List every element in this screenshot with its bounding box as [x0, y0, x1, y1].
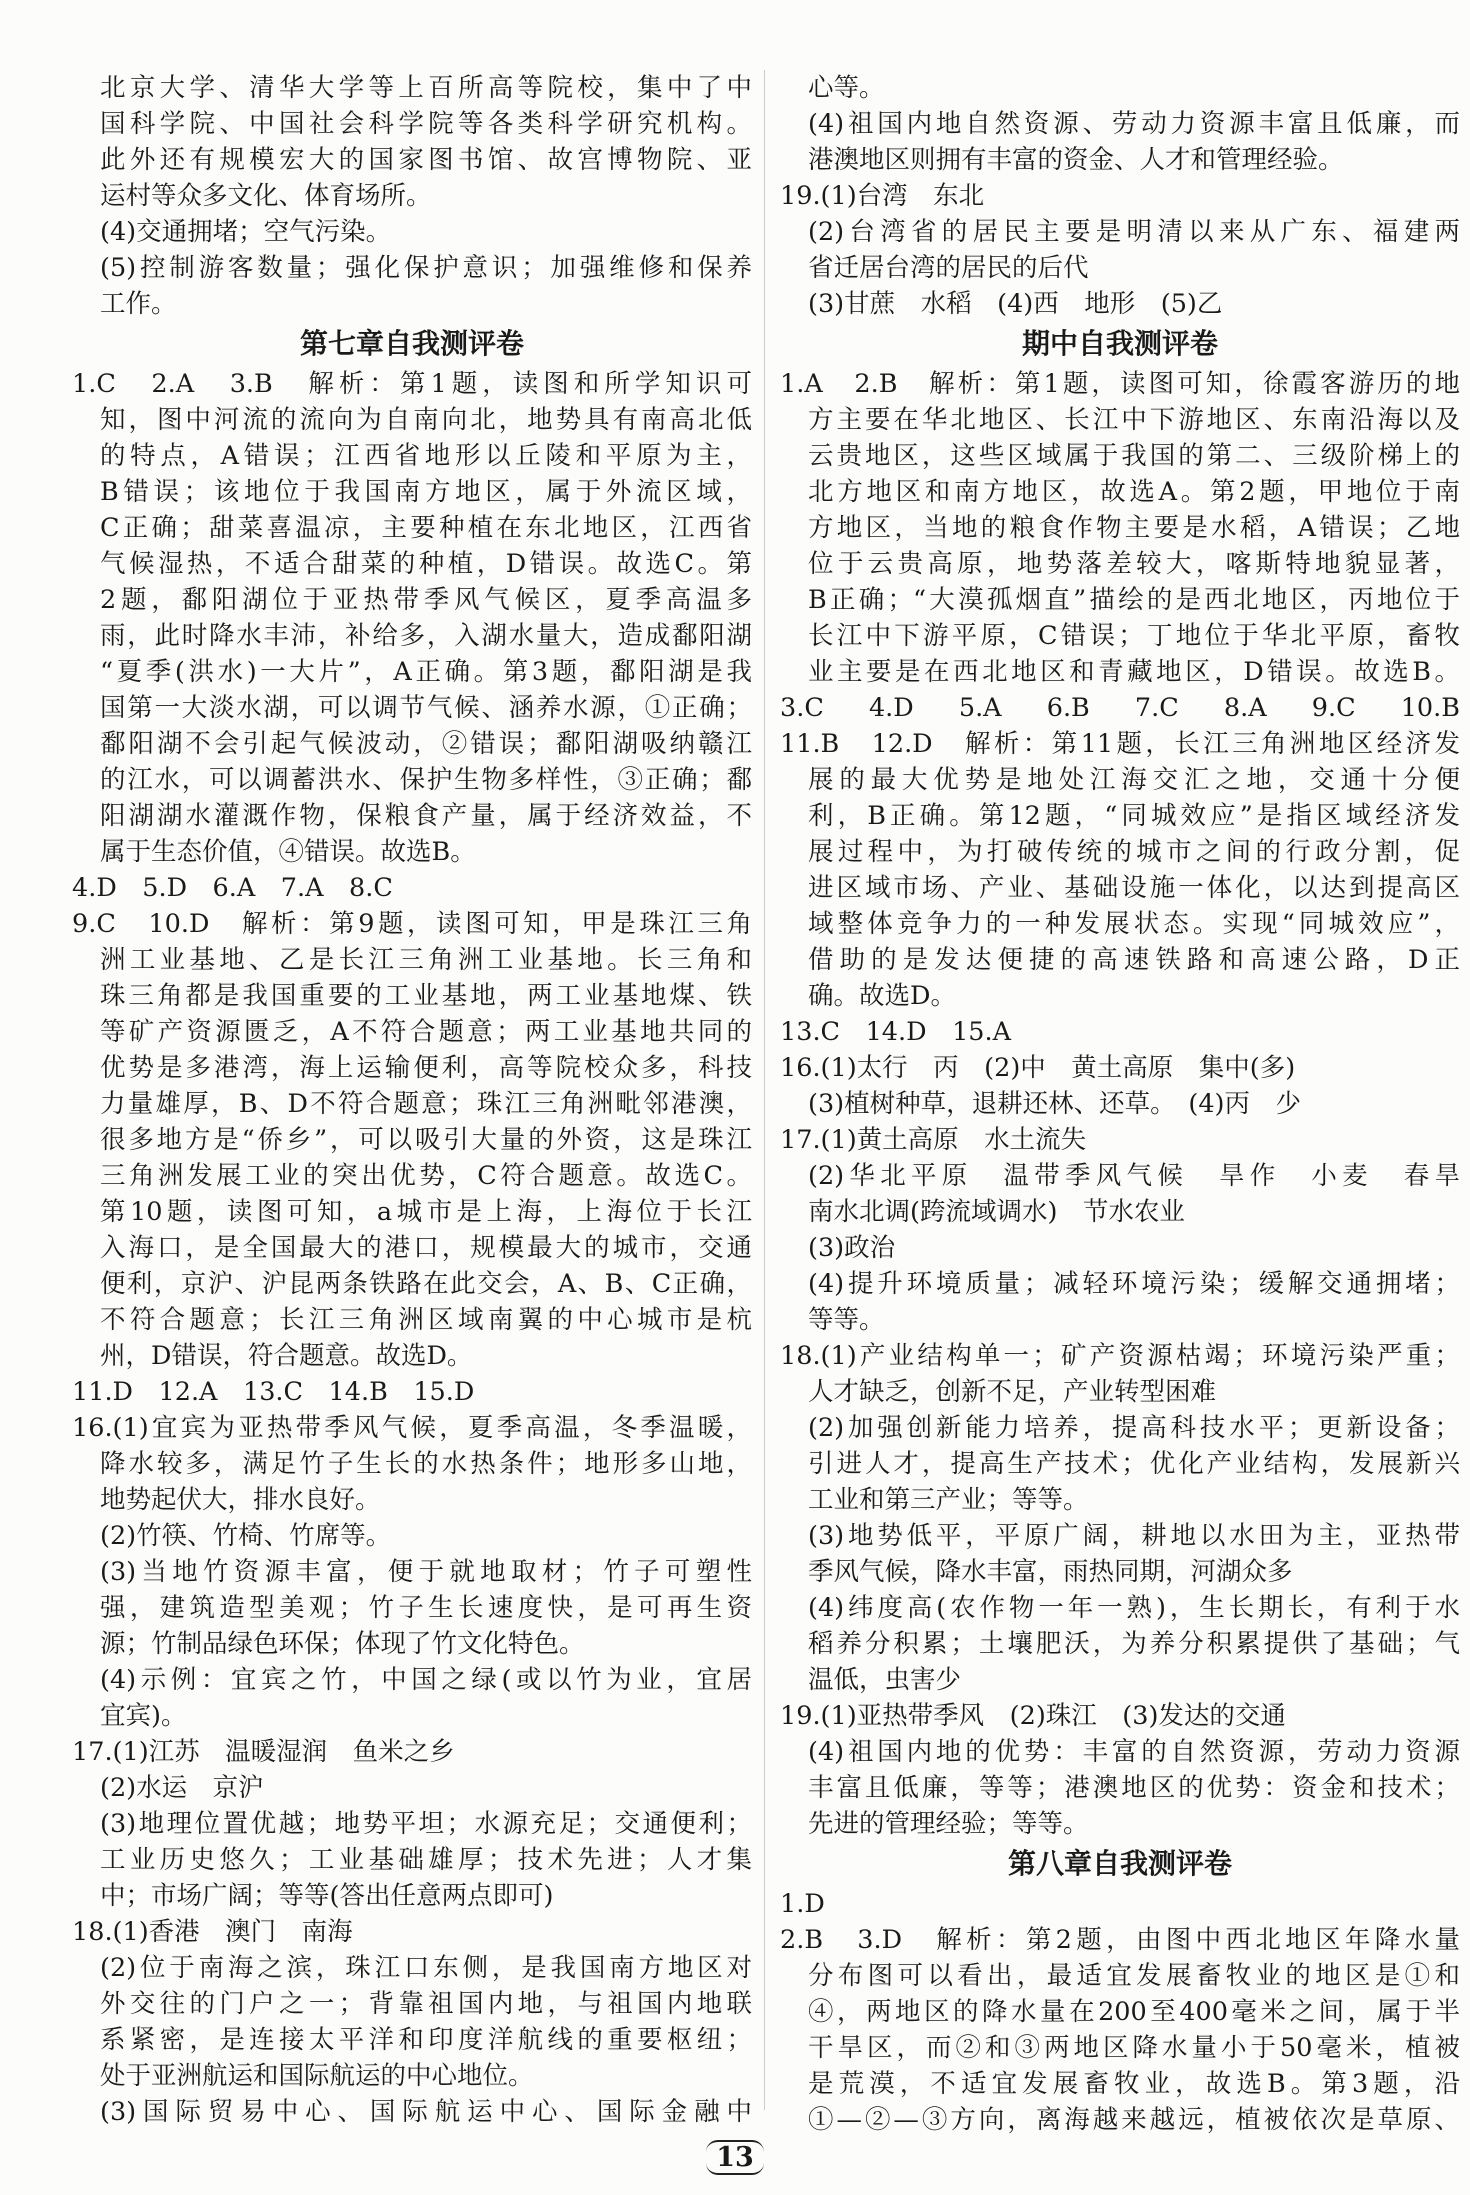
text-line: C正确；甜菜喜温凉，主要种植在东北地区，江西省 — [100, 513, 752, 543]
text-line: 展的最大优势是地处江海交汇之地，交通十分便 — [808, 765, 1460, 795]
text-line: 工作。 — [100, 289, 177, 319]
text-line: (3)当地竹资源丰富，便于就地取材；竹子可塑性 — [100, 1557, 752, 1587]
text-line: 19.(1)亚热带季风 (2)珠江 (3)发达的交通 — [780, 1701, 1286, 1731]
text-line: 位于云贵高原，地势落差较大，喀斯特地貌显著， — [808, 549, 1460, 579]
text-line: 省迁居台湾的居民的后代 — [808, 253, 1089, 283]
text-line: 11.B 12.D 解析：第11题，长江三角洲地区经济发 — [780, 729, 1460, 759]
text-line: (3)政治 — [808, 1233, 896, 1263]
text-line: 国科学院、中国社会科学院等各类科学研究机构。 — [100, 109, 752, 139]
text-line: 北京大学、清华大学等上百所高等院校，集中了中 — [100, 73, 752, 103]
text-line: 先进的管理经验；等等。 — [808, 1809, 1089, 1839]
text-line: 的江水，可以调蓄洪水、保护生物多样性，③正确；鄱 — [100, 765, 752, 795]
text-line: 珠三角都是我国重要的工业基地，两工业基地煤、铁 — [100, 981, 752, 1011]
text-line: “夏季(洪水)一大片”，A正确。第3题，鄱阳湖是我 — [100, 657, 752, 687]
text-line: 降水较多，满足竹子生长的水热条件；地形多山地， — [100, 1449, 752, 1479]
text-line: 地势起伏大，排水良好。 — [100, 1485, 381, 1515]
text-line: (2)水运 京沪 — [100, 1773, 264, 1803]
text-line: (2)竹筷、竹椅、竹席等。 — [100, 1521, 392, 1551]
text-line: 等矿产资源匮乏，A不符合题意；两工业基地共同的 — [100, 1017, 752, 1047]
text-line: B错误；该地位于我国南方地区，属于外流区域， — [100, 477, 752, 507]
left-column — [72, 70, 752, 2130]
text-line: 气候湿热，不适合甜菜的种植，D错误。故选C。第 — [100, 549, 752, 579]
text-line: 优势是多港湾，海上运输便利，高等院校众多，科技 — [100, 1053, 752, 1083]
text-line: 9.C 10.D 解析：第9题，读图可知，甲是珠江三角 — [72, 909, 752, 939]
text-line: 方主要在华北地区、长江中下游地区、东南沿海以及 — [808, 405, 1460, 435]
text-line: (4)祖国内地自然资源、劳动力资源丰富且低廉，而 — [808, 109, 1460, 139]
text-line: 中；市场广阔；等等(答出任意两点即可) — [100, 1881, 554, 1911]
text-line: 属于生态价值，④错误。故选B。 — [100, 837, 476, 867]
text-line: 温低，虫害少 — [808, 1665, 962, 1695]
text-line: 三角洲发展工业的突出优势，C符合题意。故选C。 — [100, 1161, 752, 1191]
right-column — [780, 70, 1460, 2138]
text-line: 北方地区和南方地区，故选A。第2题，甲地位于南 — [808, 477, 1460, 507]
text-line: 外交往的门户之一；背靠祖国内地，与祖国内地联 — [100, 1989, 752, 2019]
text-line: 2.B 3.D 解析：第2题，由图中西北地区年降水量 — [780, 1925, 1460, 1955]
text-line: (4)祖国内地的优势：丰富的自然资源，劳动力资源 — [808, 1737, 1460, 1767]
text-line: 丰富且低廉，等等；港澳地区的优势：资金和技术； — [808, 1773, 1460, 1803]
text-line: 知，图中河流的流向为自南向北，地势具有南高北低 — [100, 405, 752, 435]
text-line: 19.(1)台湾 东北 — [780, 181, 985, 211]
text-line: 此外还有规模宏大的国家图书馆、故宫博物院、亚 — [100, 145, 752, 175]
text-line: (2)台湾省的居民主要是明清以来从广东、福建两 — [808, 217, 1460, 247]
text-line: 4.D 5.D 6.A 7.A 8.C — [72, 873, 393, 903]
text-line: 进区域市场、产业、基础设施一体化，以达到提高区 — [808, 873, 1460, 903]
text-line: 展过程中，为打破传统的城市之间的行政分割，促 — [808, 837, 1460, 867]
text-line: 分布图可以看出，最适宜发展畜牧业的地区是①和 — [808, 1961, 1460, 1991]
page-number-text: 13 — [706, 2140, 764, 2175]
text-line: 13.C 14.D 15.A — [780, 1017, 1012, 1047]
text-line: 工业历史悠久；工业基础雄厚；技术先进；人才集 — [100, 1845, 752, 1875]
text-line: (2)华北平原 温带季风气候 旱作 小麦 春旱 — [808, 1161, 1460, 1191]
text-line: 1.D — [780, 1889, 825, 1919]
text-line: B正确；“大漠孤烟直”描绘的是西北地区，丙地位于 — [808, 585, 1460, 615]
text-line: 便利，京沪、沪昆两条铁路在此交会，A、B、C正确， — [100, 1269, 752, 1299]
text-line: 运村等众多文化、体育场所。 — [100, 181, 432, 211]
text-line: 源；竹制品绿色环保；体现了竹文化特色。 — [100, 1629, 585, 1659]
text-line: 洲工业基地、乙是长江三角洲工业基地。长三角和 — [100, 945, 752, 975]
text-line: 系紧密，是连接太平洋和印度洋航线的重要枢纽； — [100, 2025, 752, 2055]
text-line: 力量雄厚，B、D不符合题意；珠江三角洲毗邻港澳， — [100, 1089, 752, 1119]
text-line: 利，B正确。第12题，“同城效应”是指区域经济发 — [808, 801, 1460, 831]
column-divider — [764, 70, 765, 2110]
text-line: 的特点，A错误；江西省地形以丘陵和平原为主， — [100, 441, 752, 471]
text-line: 处于亚洲航运和国际航运的中心地位。 — [100, 2061, 534, 2091]
text-line: (4)交通拥堵；空气污染。 — [100, 217, 392, 247]
text-line: 国第一大淡水湖，可以调节气候、涵养水源，①正确； — [100, 693, 752, 723]
text-line: 是荒漠，不适宜发展畜牧业，故选B。第3题，沿 — [808, 2069, 1460, 2099]
text-line: 16.(1)太行 丙 (2)中 黄土高原 集中(多) — [780, 1053, 1296, 1083]
text-line: 18.(1)香港 澳门 南海 — [72, 1917, 353, 1947]
text-line: (2)加强创新能力培养，提高科技水平；更新设备； — [808, 1413, 1460, 1443]
text-line: 心等。 — [808, 73, 885, 103]
text-line: 强，建筑造型美观；竹子生长速度快，是可再生资 — [100, 1593, 752, 1623]
text-line: 借助的是发达便捷的高速铁路和高速公路，D正 — [808, 945, 1460, 975]
text-line: (4)纬度高(农作物一年一熟)，生长期长，有利于水 — [808, 1593, 1460, 1623]
text-line: 1.A 2.B 解析：第1题，读图可知，徐霞客游历的地 — [780, 369, 1460, 399]
text-line: ①—②—③方向，离海越来越远，植被依次是草原、 — [808, 2105, 1460, 2135]
section-heading: 期中自我测评卷 — [1021, 327, 1218, 360]
text-line: 稻养分积累；土壤肥沃，为养分积累提供了基础；气 — [808, 1629, 1460, 1659]
text-line: 阳湖湖水灌溉作物，保粮食产量，属于经济效益，不 — [100, 801, 752, 831]
text-line: 业主要是在西北地区和青藏地区，D错误。故选B。 — [808, 657, 1460, 687]
text-line: (3)地势低平，平原广阔，耕地以水田为主，亚热带 — [808, 1521, 1460, 1551]
text-line: 16.(1)宜宾为亚热带季风气候，夏季高温，冬季温暖， — [72, 1413, 752, 1443]
text-line: 确。故选D。 — [808, 981, 956, 1011]
text-line: 宜宾)。 — [100, 1701, 187, 1731]
text-line: 17.(1)江苏 温暖湿润 鱼米之乡 — [72, 1737, 455, 1767]
text-line: 工业和第三产业；等等。 — [808, 1485, 1089, 1515]
text-line: 18.(1)产业结构单一；矿产资源枯竭；环境污染严重； — [780, 1341, 1460, 1371]
text-line: 鄱阳湖不会引起气候波动，②错误；鄱阳湖吸纳赣江 — [100, 729, 752, 759]
text-line: 雨，此时降水丰沛，补给多，入湖水量大，造成鄱阳湖 — [100, 621, 752, 651]
text-line: 引进人才，提高生产技术；优化产业结构，发展新兴 — [808, 1449, 1460, 1479]
text-line: 云贵地区，这些区域属于我国的第二、三级阶梯上的 — [808, 441, 1460, 471]
text-line: 港澳地区则拥有丰富的资金、人才和管理经验。 — [808, 145, 1344, 175]
text-line: (4)提升环境质量；减轻环境污染；缓解交通拥堵； — [808, 1269, 1460, 1299]
page-number — [0, 2140, 1470, 2175]
text-line: 入海口，是全国最大的港口，规模最大的城市，交通 — [100, 1233, 752, 1263]
section-heading: 第七章自我测评卷 — [299, 327, 524, 360]
text-line: (3)国际贸易中心、国际航运中心、国际金融中 — [100, 2097, 752, 2127]
text-line: 第10题，读图可知，a城市是上海，上海位于长江 — [100, 1197, 752, 1227]
section-heading: 第八章自我测评卷 — [1007, 1847, 1232, 1880]
text-line: 南水北调(跨流域调水) 节水农业 — [808, 1197, 1185, 1227]
text-line: 人才缺乏，创新不足，产业转型困难 — [808, 1377, 1217, 1407]
text-line: (3)地理位置优越；地势平坦；水源充足；交通便利； — [100, 1809, 752, 1839]
text-line: (2)位于南海之滨，珠江口东侧，是我国南方地区对 — [100, 1953, 752, 1983]
text-line: (4)示例：宜宾之竹，中国之绿(或以竹为业，宜居 — [100, 1665, 752, 1695]
text-line: 2题，鄱阳湖位于亚热带季风气候区，夏季高温多 — [100, 585, 752, 615]
text-line: (5)控制游客数量；强化保护意识；加强维修和保养 — [100, 253, 752, 283]
text-line: (3)植树种草，退耕还林、还草。 (4)丙 少 — [808, 1089, 1301, 1119]
text-line: 17.(1)黄土高原 水土流失 — [780, 1125, 1087, 1155]
text-line: 季风气候，降水丰富，雨热同期，河湖众多 — [808, 1557, 1293, 1587]
text-line: (3)甘蔗 水稻 (4)西 地形 (5)乙 — [808, 289, 1223, 319]
text-line: 不符合题意；长江三角洲区域南翼的中心城市是杭 — [100, 1305, 752, 1335]
text-line: 干旱区，而②和③两地区降水量小于50毫米，植被 — [808, 2033, 1460, 2063]
text-line: 很多地方是“侨乡”，可以吸引大量的外资，这是珠江 — [100, 1125, 752, 1155]
text-line: 等等。 — [808, 1305, 885, 1335]
text-line: 1.C 2.A 3.B 解析：第1题，读图和所学知识可 — [72, 369, 752, 399]
text-line: 域整体竞争力的一种发展状态。实现“同城效应”， — [808, 909, 1460, 939]
text-line: 方地区，当地的粮食作物主要是水稻，A错误；乙地 — [808, 513, 1460, 543]
text-line: 3.C 4.D 5.A 6.B 7.C 8.A 9.C 10.B — [780, 693, 1460, 723]
text-line: 11.D 12.A 13.C 14.B 15.D — [72, 1377, 475, 1407]
text-line: ④，两地区的降水量在200至400毫米之间，属于半 — [808, 1997, 1460, 2027]
text-line: 长江中下游平原，C错误；丁地位于华北平原，畜牧 — [808, 621, 1460, 651]
text-line: 州，D错误，符合题意。故选D。 — [100, 1341, 473, 1371]
